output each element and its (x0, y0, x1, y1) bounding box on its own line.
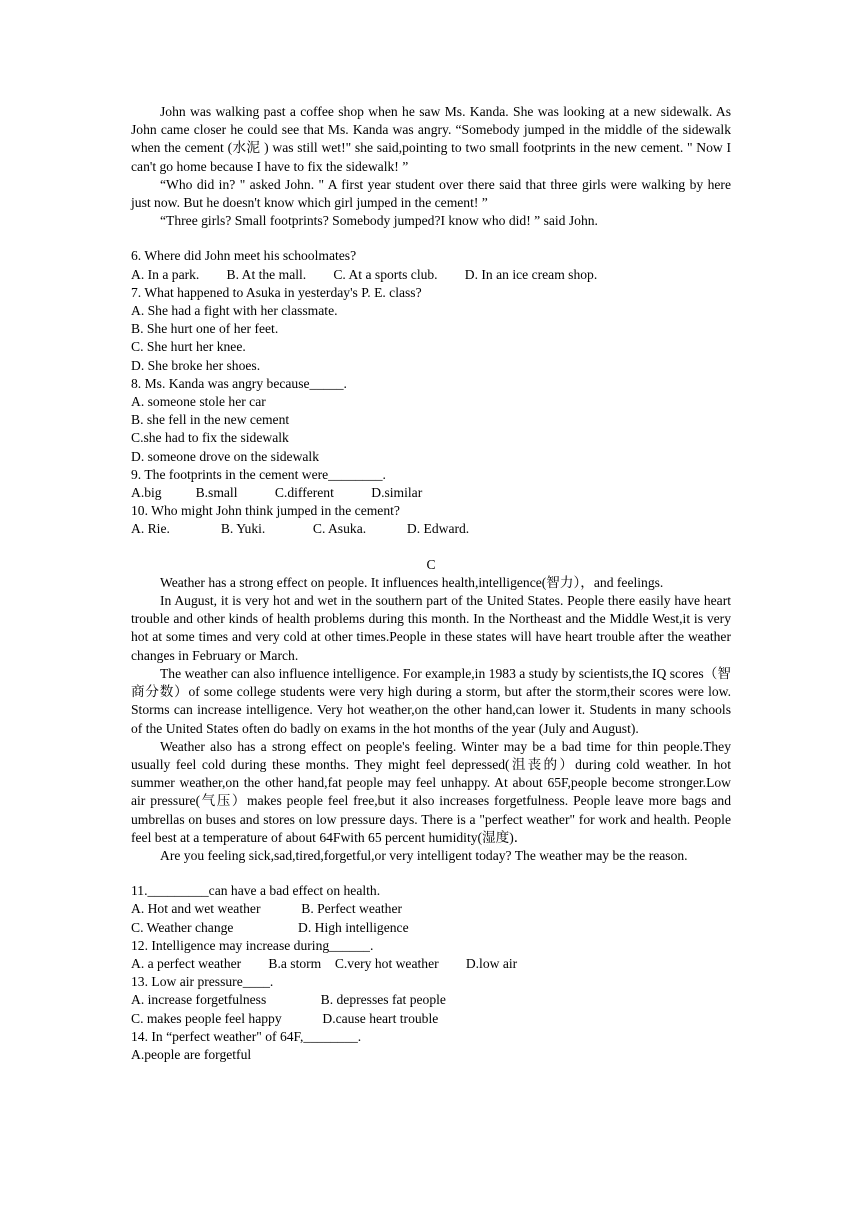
question-line: B. she fell in the new cement (131, 412, 290, 428)
questions-b (131, 247, 731, 538)
passage-b-paragraph: “Three girls? Small footprints? Somebody jumped?I know who did! ” said John. (160, 213, 598, 229)
question-line: B. She hurt one of her feet. (131, 321, 279, 337)
question-line: A. increase forgetfulness B. depresses fat people (131, 992, 446, 1008)
question-line: A. Hot and wet weather B. Perfect weather (131, 901, 403, 917)
question-line: C. She hurt her knee. (131, 339, 246, 355)
question-line: 14. In “perfect weather" of 64F,________. (131, 1028, 362, 1044)
question-line: A. In a park. B. At the mall. C. At a sports club. D. In an ice cream shop. (131, 266, 598, 282)
question-line: 6. Where did John meet his schoolmates? (131, 248, 357, 264)
question-line: D. someone drove on the sidewalk (131, 448, 320, 464)
section-heading: C (426, 556, 436, 572)
question-line: C. Weather change D. High intelligence (131, 919, 409, 935)
question-line: 8. Ms. Kanda was angry because_____. (131, 375, 347, 391)
question-line: 7. What happened to Asuka in yesterday's P. E. class? (131, 284, 422, 300)
spacer (131, 865, 731, 882)
spacer (131, 230, 731, 247)
spacer (131, 539, 731, 556)
passage-c-paragraph: In August, it is very hot and wet in the southern part of the United States. People there easily have heart trouble and other kinds of health problems during this month. In the Northeast and the Middle West,it is very hot at some times and very cold at other times.People in these states will have heart trouble after the weather changes in February or March. (131, 593, 731, 663)
passage-c-paragraph: The weather can also influence intelligence. For example,in 1983 a study by scientists,the IQ scores（智商分数）of some college students were very high during a storm, but after the storm,their scores were low. Storms can increase intelligence. Very hot weather,on the other hand,can lower it. Students in many schools of the United States often do badly on exams in the hot months of the year (July and August). (131, 665, 731, 736)
question-line: 12. Intelligence may increase during______. (131, 937, 374, 953)
question-line: 10. Who might John think jumped in the cement? (131, 503, 400, 519)
question-line: A.people are forgetful (131, 1046, 252, 1062)
question-line: A. She had a fight with her classmate. (131, 303, 338, 319)
question-line: 11._________can have a bad effect on health. (131, 883, 381, 899)
question-line: A. someone stole her car (131, 394, 266, 410)
question-line: 13. Low air pressure____. (131, 974, 274, 990)
question-line: C. makes people feel happy D.cause heart trouble (131, 1010, 439, 1026)
question-line: A. Rie. B. Yuki. C. Asuka. D. Edward. (131, 521, 470, 537)
passage-b-paragraph: “Who did in? " asked John. " A first year student over there said that three girls were walking by here just now. But he doesn't know which girl jumped in the cement! ” (131, 176, 731, 211)
passage-c-paragraph: Weather has a strong effect on people. It influences health,intelligence(智力），and feelings. (160, 574, 664, 590)
question-line: C.she had to fix the sidewalk (131, 430, 289, 446)
question-line: A. a perfect weather B.a storm C.very hot weather D.low air (131, 955, 518, 971)
question-line: 9. The footprints in the cement were________. (131, 466, 386, 482)
passage-c-paragraph: Are you feeling sick,sad,tired,forgetful,or very intelligent today? The weather may be the reason. (160, 847, 688, 863)
questions-c (131, 882, 731, 1064)
passage-c-paragraph: Weather also has a strong effect on people's feeling. Winter may be a bad time for thin people.They usually feel cold during these months. They might feel depressed(沮丧的）during cold weather. In hot summer weather,on the other hand,fat people may feel unhappy. At about 65F,people become stronger.Low air pressure(气压）makes people feel free,but it also increases forgetfulness. People leave more bags and umbrellas on buses and stores on low pressure days. There is a "perfect weather" for work and health. People feel best at a temperature of about 64Fwith 65 percent humidity(湿度)． (131, 738, 731, 845)
question-line: A.big B.small C.different D.similar (131, 485, 423, 501)
passage-b-paragraph: John was walking past a coffee shop when he saw Ms. Kanda. She was looking at a new sidewalk. As John came closer he could see that Ms. Kanda was angry. “Somebody jumped in the middle of the sidewalk when the cement (水泥 ) was still wet!" she said,pointing to two small footprints in the new cement. " Now I can't go home because I have to fix the sidewalk! ” (131, 104, 731, 174)
document-page (131, 103, 731, 1064)
question-line: D. She broke her shoes. (131, 357, 261, 373)
